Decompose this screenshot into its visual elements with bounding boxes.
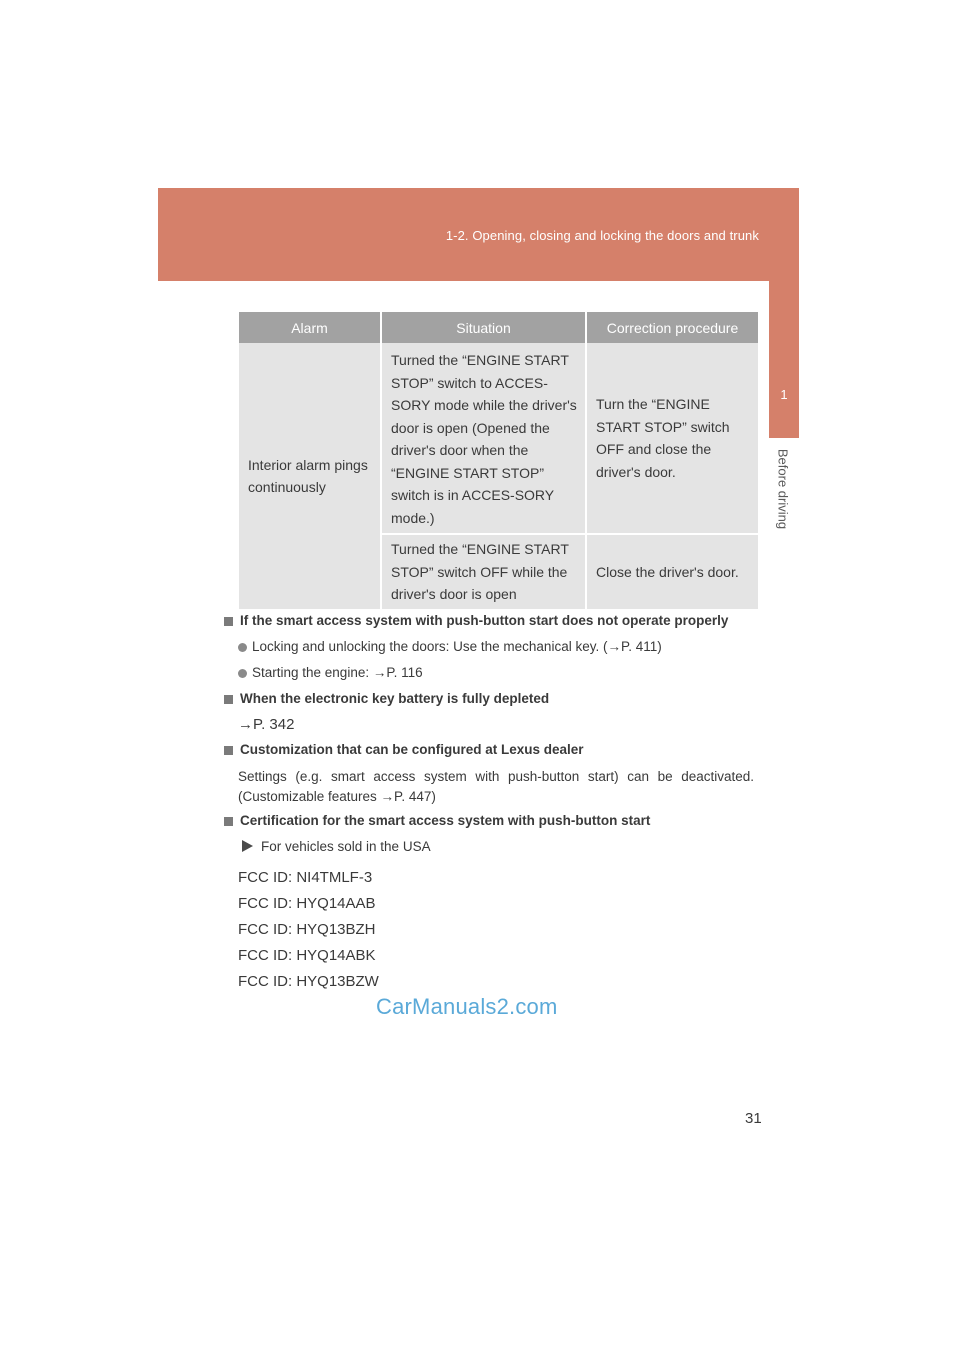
chapter-title: 1-2. Opening, closing and locking the doors and trunk [445, 228, 759, 243]
fcc-id-item: FCC ID: HYQ13BZW [238, 973, 379, 990]
alarm-cell: Interior alarm pings continuously [239, 343, 381, 609]
list-item: Starting the engine: →P. 116 [224, 665, 754, 691]
note-heading-customization: Customization that can be configured at Lexus dealer [224, 742, 754, 767]
table-row [239, 343, 758, 534]
chapter-side-tab [769, 280, 799, 438]
chapter-number: 1 [780, 387, 788, 402]
region-label [224, 839, 754, 865]
battery-page-ref: →P. 342 [238, 716, 295, 733]
correction-cell: Turn the “ENGINE START STOP” switch OFF and close the driver's door. [586, 343, 758, 534]
customization-text: Settings (e.g. smart access system with push-button start) can be deactivated. (Customizable features →P. 447) [238, 769, 754, 804]
correction-cell: Close the driver's door. [586, 534, 758, 609]
page-number: 31 [745, 1110, 762, 1127]
chapter-side-label: Before driving [775, 448, 791, 530]
table-header-row [239, 312, 758, 343]
arrow-right-icon [242, 840, 253, 852]
fcc-id-item: FCC ID: NI4TMLF-3 [238, 869, 373, 886]
chapter-header-band [158, 188, 799, 281]
situation-cell: Turned the “ENGINE START STOP” switch to ACCES-SORY mode while the driver's door is open (Opened the driver's door when the “ENGINE START STOP” switch is in ACCES-SORY mode.) [381, 343, 586, 534]
fcc-id-item: FCC ID: HYQ14ABK [238, 947, 376, 964]
column-header-correction: Correction procedure [586, 312, 758, 343]
fcc-id-item: FCC ID: HYQ14AAB [238, 895, 376, 912]
column-header-alarm: Alarm [239, 312, 381, 343]
note-heading-smart-access: If the smart access system with push-button start does not operate properly [224, 613, 754, 639]
note-heading-certification: Certification for the smart access system with push-button start [224, 813, 754, 839]
alarm-table [239, 312, 758, 609]
list-item: Locking and unlocking the doors: Use the mechanical key. (→P. 411) [224, 639, 754, 665]
column-header-situation: Situation [381, 312, 586, 343]
fcc-id-item: FCC ID: HYQ13BZH [238, 921, 376, 938]
situation-cell: Turned the “ENGINE START STOP” switch OFF while the driver's door is open [381, 534, 586, 609]
note-heading-battery: When the electronic key battery is fully depleted [224, 691, 754, 716]
notes-section [224, 613, 754, 995]
region-text: For vehicles sold in the USA [261, 839, 431, 854]
watermark-text: CarManuals2.com [376, 994, 558, 1019]
